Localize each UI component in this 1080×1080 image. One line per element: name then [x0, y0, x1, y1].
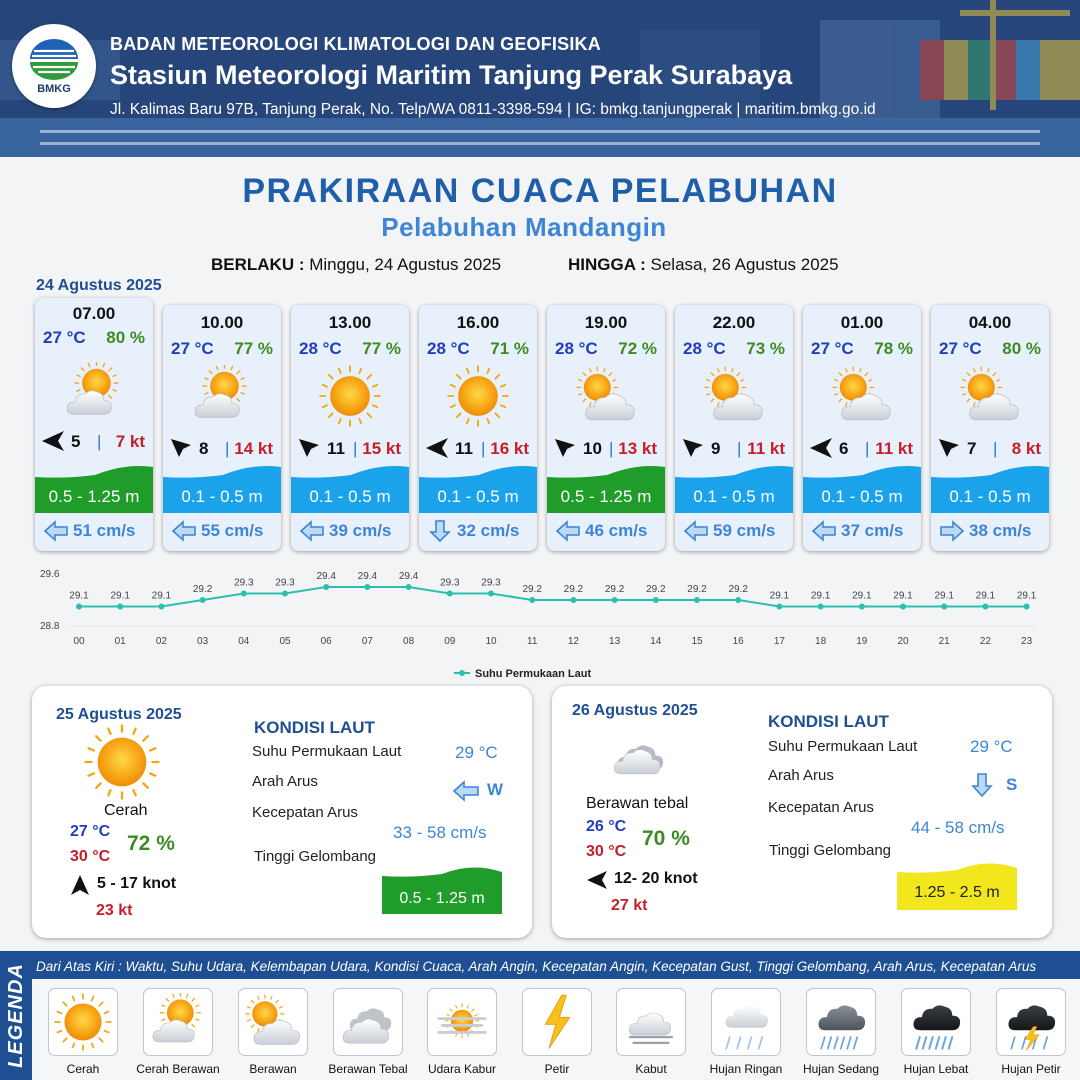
sst-data-label: 29.2	[687, 584, 707, 595]
legend-item-label: Hujan Petir	[1001, 1062, 1061, 1076]
forecast-humidity: 80 %	[1002, 339, 1041, 358]
current-arrow-w-icon	[555, 520, 581, 542]
forecast-current	[419, 518, 537, 544]
sst-data-label: 29.2	[192, 584, 213, 595]
berawan-tebal-icon	[339, 993, 397, 1051]
legend-item-label: Hujan Ringan	[709, 1062, 783, 1076]
day3-box	[552, 686, 1052, 938]
forecast-time: 07.00	[72, 304, 116, 323]
wind-arrow-north-icon	[70, 874, 90, 896]
forecast-temp: 28 °C	[555, 339, 598, 358]
forecast-current-speed: 46 cm/s	[585, 521, 648, 540]
hujan-sedang-icon	[812, 993, 870, 1051]
forecast-card	[419, 305, 537, 551]
day3-sst-label: Suhu Permukaan Laut	[768, 738, 918, 755]
forecast-gust: 13 kt	[618, 439, 657, 458]
day2-humidity: 72 %	[127, 832, 175, 855]
sst-data-label: 29.4	[398, 571, 419, 582]
day2-gust: 23 kt	[96, 902, 133, 919]
forecast-wind-speed: 9	[711, 439, 721, 458]
forecast-time: 10.00	[200, 313, 244, 332]
petir-icon	[528, 993, 586, 1051]
legend-item-label: Udara Kabur	[427, 1062, 497, 1076]
forecast-current	[163, 518, 281, 544]
x-tick-label: 00	[73, 636, 85, 647]
sst-data-label: 29.3	[440, 577, 460, 589]
forecast-wind-separator: |	[225, 439, 230, 458]
sst-data-label: 29.2	[563, 584, 584, 595]
day3-wave-label: Tinggi Gelombang	[769, 842, 892, 859]
sst-series-line	[79, 587, 1027, 607]
forecast-wind	[675, 437, 793, 459]
x-tick-label: 01	[114, 636, 126, 647]
sst-data-label: 29.4	[316, 571, 336, 582]
forecast-temp: 27 °C	[811, 339, 854, 358]
wind-arrow-west-icon	[586, 870, 608, 890]
sst-point	[76, 604, 82, 610]
x-tick-label: 15	[691, 636, 703, 647]
x-tick-label: 07	[361, 636, 373, 647]
bmkg-emblem-icon	[26, 37, 82, 81]
forecast-humidity: 73 %	[746, 339, 785, 358]
legend-item	[238, 988, 308, 1056]
legend-item-label: Kabut	[635, 1062, 667, 1076]
forecast-wave: 0.1 - 0.5 m	[309, 487, 391, 506]
day3-date: 26 Agustus 2025	[572, 702, 698, 719]
forecast-time: 19.00	[584, 313, 628, 332]
berawan-tebal-icon	[608, 734, 666, 780]
legend-item	[616, 988, 686, 1056]
forecast-wind-speed: 8	[199, 439, 209, 458]
forecast-wave: 0.1 - 0.5 m	[181, 487, 263, 506]
day2-box	[32, 686, 532, 938]
forecast-humidity: 71 %	[490, 339, 529, 358]
x-tick-label: 08	[403, 636, 415, 647]
x-tick-label: 17	[773, 636, 785, 647]
forecast-wind	[931, 437, 1049, 459]
x-tick-label: 09	[444, 636, 456, 647]
x-tick-label: 23	[1021, 636, 1033, 647]
sst-point	[900, 604, 906, 610]
forecast-wind-speed: 5	[71, 432, 81, 451]
forecast-current-speed: 38 cm/s	[969, 521, 1032, 540]
legend-item	[901, 988, 971, 1056]
header-banner	[0, 0, 1080, 157]
cerah-berawan-icon	[58, 362, 130, 424]
forecast-humidity: 77 %	[234, 339, 273, 358]
forecast-gust: 14 kt	[234, 439, 273, 458]
forecast-wind-separator: |	[353, 439, 358, 458]
x-tick-label: 21	[938, 636, 950, 647]
sst-point	[859, 604, 865, 610]
sst-point	[282, 591, 288, 597]
day3-kondisi-title: KONDISI LAUT	[768, 712, 889, 731]
forecast-current-speed: 59 cm/s	[713, 521, 776, 540]
current-arrow-w-icon	[683, 520, 709, 542]
day3-cur-dir: S	[1006, 775, 1018, 794]
udara-kabur-icon	[433, 993, 491, 1051]
sst-point	[570, 597, 576, 603]
forecast-wave: 0.5 - 1.25 m	[48, 487, 140, 506]
wind-arrow-nw-icon	[169, 437, 193, 459]
forecast-gust: 15 kt	[362, 439, 401, 458]
wind-arrow-nw-icon	[937, 437, 961, 459]
sst-data-label: 29.2	[604, 584, 625, 595]
forecast-current	[931, 518, 1049, 544]
forecast-current	[547, 518, 665, 544]
wind-arrow-w-icon	[41, 430, 65, 452]
current-arrow-w-icon	[811, 520, 837, 542]
legend-item	[806, 988, 876, 1056]
sst-data-label: 29.1	[110, 590, 130, 602]
forecast-temp: 27 °C	[43, 328, 86, 347]
forecast-wave: 0.1 - 0.5 m	[821, 487, 903, 506]
sst-point	[735, 597, 741, 603]
hujan-petir-icon	[1002, 993, 1060, 1051]
page-subtitle: Pelabuhan Mandangin	[381, 212, 667, 242]
legend-item-label: Petir	[544, 1062, 570, 1076]
sst-data-label: 29.3	[275, 577, 295, 589]
sst-point	[1024, 604, 1030, 610]
y-tick-label: 29.6	[40, 569, 60, 580]
day2-tmin: 27 °C	[70, 823, 111, 840]
sst-data-label: 29.2	[728, 584, 748, 595]
validity-from-value: Minggu, 24 Agustus 2025	[309, 255, 502, 274]
legend-item	[711, 988, 781, 1056]
day2-tmax: 30 °C	[70, 848, 111, 865]
day3-cur-dir-label: Arah Arus	[768, 767, 834, 784]
legend-title: LEGENDA	[4, 963, 27, 1068]
sst-data-label: 29.2	[646, 584, 666, 595]
forecast-temp: 27 °C	[939, 339, 982, 358]
forecast-current	[675, 518, 793, 544]
legend-side	[0, 951, 32, 1080]
sst-data-label: 29.1	[975, 590, 996, 602]
forecast-wave: 0.1 - 0.5 m	[437, 487, 519, 506]
forecast-humidity: 77 %	[362, 339, 401, 358]
sst-data-label: 29.2	[522, 584, 542, 595]
forecast-wind-speed: 6	[839, 439, 849, 458]
sst-point	[241, 591, 247, 597]
forecast-card	[931, 305, 1049, 551]
sst-point	[117, 604, 123, 610]
x-tick-label: 13	[609, 636, 621, 647]
validity-from-label: BERLAKU :	[211, 255, 305, 274]
day3-tmax: 30 °C	[586, 843, 627, 860]
forecast-current	[35, 518, 153, 544]
forecast-card	[803, 305, 921, 551]
wind-arrow-nw-icon	[553, 437, 577, 459]
x-tick-label: 03	[197, 636, 209, 647]
legend-item-label: Berawan Tebal	[328, 1062, 408, 1076]
x-tick-label: 12	[567, 636, 579, 647]
sst-data-label: 29.1	[1016, 590, 1037, 602]
hujan-lebat-icon	[907, 993, 965, 1051]
day3-condition: Berawan tebal	[586, 795, 689, 812]
sst-point	[941, 604, 947, 610]
forecast-time: 04.00	[968, 313, 1012, 332]
forecast-current-speed: 39 cm/s	[329, 521, 392, 540]
cerah-icon	[54, 993, 112, 1051]
forecast-wind-speed: 11	[455, 439, 473, 458]
legend-item-label: Hujan Lebat	[903, 1062, 969, 1076]
forecast-temp: 28 °C	[683, 339, 726, 358]
cerah-berawan-icon	[149, 993, 207, 1051]
cerah-berawan-icon	[186, 365, 258, 427]
sst-point	[982, 604, 988, 610]
forecast-card	[163, 305, 281, 551]
sst-point	[488, 591, 494, 597]
hujan-ringan-icon	[717, 993, 775, 1051]
forecast-wind-speed: 11	[327, 439, 345, 458]
sst-data-label: 29.3	[234, 577, 254, 589]
station-address: Jl. Kalimas Baru 97B, Tanjung Perak, No. Telp/WA 0811-3398-594 | IG: bmkg.tanjungperak | maritim.bmkg.go.id	[110, 101, 876, 118]
day2-sst-label: Suhu Permukaan Laut	[252, 743, 402, 760]
legend-item	[427, 988, 497, 1056]
forecast-wave: 0.1 - 0.5 m	[693, 487, 775, 506]
forecast-temp: 27 °C	[171, 339, 214, 358]
sst-point	[447, 591, 453, 597]
day1-date: 24 Agustus 2025	[36, 277, 162, 294]
day3-wind: 12- 20 knot	[614, 870, 698, 887]
forecast-wind-separator: |	[865, 439, 870, 458]
sst-point	[818, 604, 824, 610]
legend-item	[143, 988, 213, 1056]
legend-item-label: Cerah Berawan	[136, 1062, 220, 1076]
legend-label: Suhu Permukaan Laut	[475, 668, 592, 680]
sst-point	[323, 584, 329, 590]
x-tick-label: 04	[238, 636, 250, 647]
forecast-current-speed: 51 cm/s	[73, 521, 136, 540]
legend-item	[996, 988, 1066, 1056]
forecast-wave: 0.1 - 0.5 m	[949, 487, 1031, 506]
legend-item	[333, 988, 403, 1056]
validity-to	[568, 255, 839, 275]
legend-item-label: Hujan Sedang	[802, 1062, 880, 1076]
day2-cur-speed: 33 - 58 cm/s	[393, 823, 487, 842]
forecast-wind-separator: |	[481, 439, 486, 458]
day3-humidity: 70 %	[642, 827, 690, 850]
day2-kondisi-title: KONDISI LAUT	[254, 718, 375, 737]
wind-arrow-w-icon	[425, 437, 449, 459]
current-arrow-w-icon	[299, 520, 325, 542]
x-tick-label: 05	[279, 636, 291, 647]
forecast-temp: 28 °C	[299, 339, 342, 358]
x-tick-label: 16	[732, 636, 744, 647]
sst-data-label: 29.4	[357, 571, 378, 582]
cerah-icon	[84, 724, 160, 800]
sst-point	[776, 604, 782, 610]
forecast-wind-separator: |	[993, 439, 998, 458]
station-name: Stasiun Meteorologi Maritim Tanjung Perak Surabaya	[110, 60, 793, 90]
validity-to-label: HINGGA :	[568, 255, 646, 274]
day3-cur-speed: 44 - 58 cm/s	[911, 818, 1005, 837]
legend	[0, 951, 1080, 1080]
berawan-icon	[698, 365, 770, 427]
day3-gust: 27 kt	[611, 897, 648, 914]
sst-data-label: 29.1	[852, 590, 872, 602]
sst-point	[694, 597, 700, 603]
forecast-gust: 8 kt	[1011, 439, 1041, 458]
sst-point	[406, 584, 412, 590]
x-tick-label: 11	[527, 636, 538, 647]
current-arrow-w-icon	[171, 520, 197, 542]
forecast-wind-separator: |	[97, 432, 102, 451]
forecast-gust: 16 kt	[490, 439, 529, 458]
forecast-wind-separator: |	[609, 439, 614, 458]
validity-from	[211, 255, 501, 275]
day2-wave: 0.5 - 1.25 m	[399, 890, 485, 907]
legend-item-label: Berawan	[249, 1062, 297, 1076]
cerah-icon	[442, 365, 514, 427]
kabut-icon	[622, 993, 680, 1051]
forecast-current	[291, 518, 409, 544]
day2-cur-dir-label: Arah Arus	[252, 773, 318, 790]
sst-point	[529, 597, 535, 603]
forecast-humidity: 80 %	[106, 328, 145, 347]
forecast-card	[675, 305, 793, 551]
forecast-current	[803, 518, 921, 544]
y-tick-label: 28.8	[40, 621, 60, 632]
sst-data-label: 29.1	[69, 590, 89, 602]
forecast-current-speed: 32 cm/s	[457, 521, 520, 540]
forecast-card	[291, 305, 409, 551]
day2-sst: 29 °C	[455, 743, 498, 762]
sst-point	[653, 597, 659, 603]
cerah-icon	[314, 365, 386, 427]
sst-point	[364, 584, 370, 590]
forecast-wind-speed: 7	[967, 439, 977, 458]
forecast-temp: 28 °C	[427, 339, 470, 358]
forecast-wind-separator: |	[737, 439, 742, 458]
berawan-icon	[244, 993, 302, 1051]
sst-point	[200, 597, 206, 603]
day2-cur-speed-label: Kecepatan Arus	[252, 804, 358, 821]
sst-data-label: 29.1	[893, 590, 913, 602]
sst-data-label: 29.1	[769, 590, 790, 602]
forecast-time: 16.00	[456, 313, 500, 332]
forecast-wind	[291, 437, 409, 459]
x-tick-label: 10	[485, 636, 497, 647]
sst-point	[158, 604, 164, 610]
current-arrow-south-icon	[971, 772, 993, 798]
current-arrow-e-icon	[939, 520, 965, 542]
x-tick-label: 02	[155, 636, 167, 647]
forecast-current-speed: 55 cm/s	[201, 521, 264, 540]
forecast-gust: 11 kt	[747, 439, 785, 458]
x-tick-label: 18	[815, 636, 827, 647]
day2-date: 25 Agustus 2025	[56, 706, 182, 723]
current-arrow-w-icon	[43, 520, 69, 542]
sst-chart	[30, 560, 1080, 690]
day3-tmin: 26 °C	[586, 818, 627, 835]
forecast-wind	[547, 437, 665, 459]
day3-cur-speed-label: Kecepatan Arus	[768, 799, 874, 816]
org-name: BADAN METEOROLOGI KLIMATOLOGI DAN GEOFISIKA	[110, 34, 601, 54]
validity-to-value: Selasa, 26 Agustus 2025	[650, 255, 839, 274]
forecast-wind-speed: 10	[583, 439, 602, 458]
forecast-humidity: 78 %	[874, 339, 913, 358]
sst-data-label: 29.1	[934, 590, 954, 602]
legend-panel	[32, 979, 1080, 1080]
legend-item	[522, 988, 592, 1056]
x-tick-label: 22	[979, 636, 991, 647]
day2-condition: Cerah	[104, 802, 148, 819]
page-title: PRAKIRAAN CUACA PELABUHAN	[242, 172, 838, 210]
wind-arrow-nw-icon	[681, 437, 705, 459]
day3-sst: 29 °C	[970, 737, 1013, 756]
day2-cur-dir: W	[487, 780, 504, 799]
x-tick-label: 14	[650, 636, 662, 647]
forecast-wind	[419, 437, 537, 459]
forecast-wind	[163, 437, 281, 459]
day2-wind: 5 - 17 knot	[97, 875, 177, 892]
current-arrow-s-icon	[427, 520, 453, 542]
forecast-time: 13.00	[328, 313, 372, 332]
x-tick-label: 06	[320, 636, 332, 647]
day2-wave-label: Tinggi Gelombang	[254, 848, 377, 865]
x-tick-label: 20	[897, 636, 909, 647]
x-tick-label: 19	[856, 636, 868, 647]
forecast-gust: 7 kt	[115, 432, 145, 451]
logo-text: BMKG	[37, 83, 71, 95]
sst-data-label: 29.1	[151, 590, 172, 602]
bmkg-logo	[12, 24, 96, 108]
day3-wave: 1.25 - 2.5 m	[914, 884, 1000, 901]
forecast-card	[547, 305, 665, 551]
berawan-icon	[826, 365, 898, 427]
wind-arrow-w-icon	[809, 437, 833, 459]
legend-item	[48, 988, 118, 1056]
forecast-current-speed: 37 cm/s	[841, 521, 904, 540]
forecast-wind	[35, 430, 153, 452]
sst-point	[612, 597, 618, 603]
berawan-icon	[954, 365, 1026, 427]
forecast-wind	[803, 437, 921, 459]
forecast-gust: 11 kt	[875, 439, 913, 458]
legend-description: Dari Atas Kiri : Waktu, Suhu Udara, Kelembapan Udara, Kondisi Cuaca, Arah Angin, Kecepatan Angin, Kecepatan Gust, Tinggi Gelombang, Arah Arus, Kecepatan Arus	[36, 959, 1037, 974]
sst-data-label: 29.3	[481, 577, 501, 589]
forecast-humidity: 72 %	[618, 339, 657, 358]
forecast-wave: 0.5 - 1.25 m	[560, 487, 652, 506]
sst-data-label: 29.1	[810, 590, 831, 602]
forecast-time: 22.00	[712, 313, 756, 332]
forecast-time: 01.00	[840, 313, 884, 332]
current-arrow-west-icon	[452, 780, 480, 802]
legend-swatch-point	[459, 670, 465, 676]
wind-arrow-nw-icon	[297, 437, 321, 459]
forecast-card	[35, 298, 153, 551]
berawan-icon	[570, 365, 642, 427]
legend-item-label: Cerah	[66, 1062, 100, 1076]
